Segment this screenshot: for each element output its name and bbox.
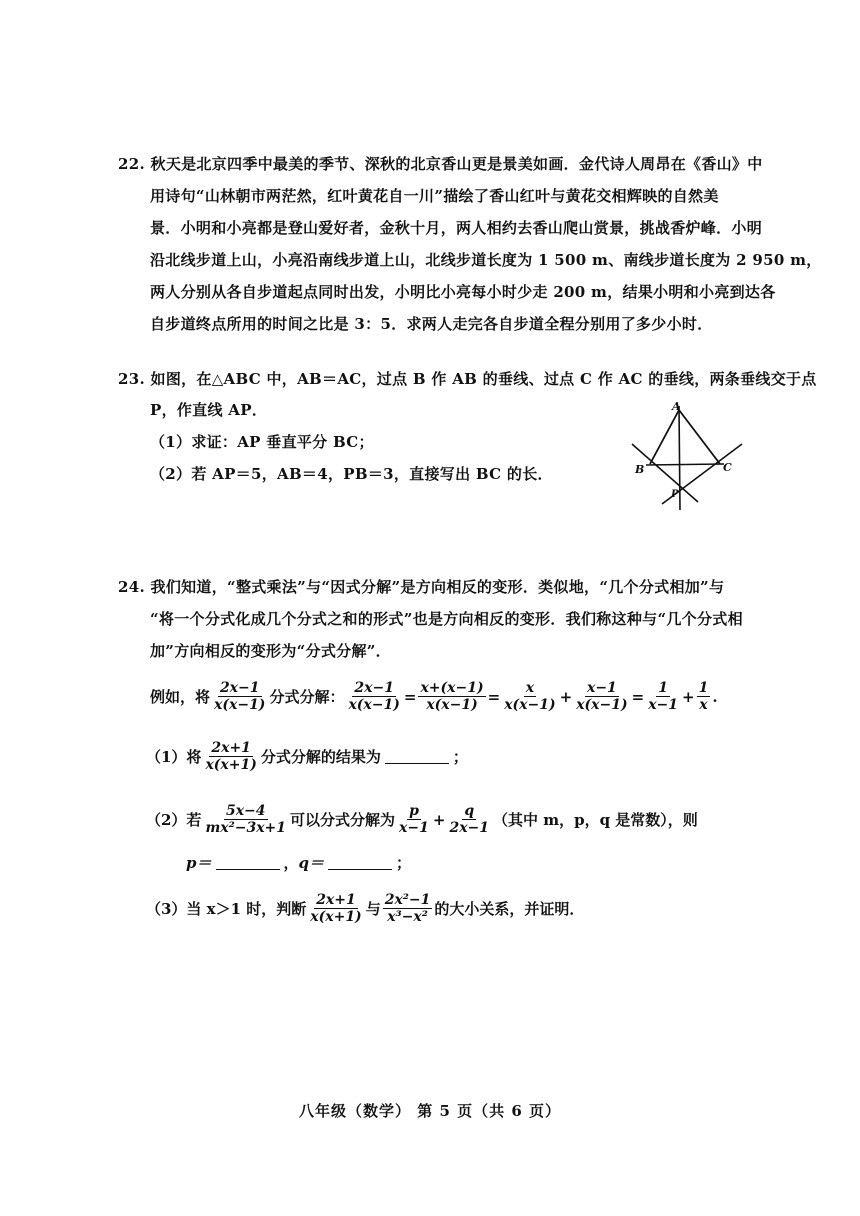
q23-line-2: P，作直线 AP． <box>150 401 268 419</box>
line-ab <box>650 410 679 464</box>
q23-line-3: （1）求证：AP 垂直平分 BC； <box>150 433 374 451</box>
q23-line-1: 23. 如图，在△ABC 中，AB＝AC，过点 B 作 AB 的垂线、过点 C 作 AC 的垂线，两条垂线交于点 <box>118 370 817 388</box>
page-footer: 八年级（数学） 第 5 页（共 6 页） <box>299 1102 561 1120</box>
plus-sign: + <box>432 810 446 829</box>
part2-suffix: （其中 m，p，q 是常数），则 <box>493 811 698 829</box>
q22-line-2: 用诗句“山林朝市两茫然，红叶黄花自一川”描绘了香山红叶与黄花交相辉映的自然美 <box>150 187 719 205</box>
part1-end: ； <box>452 748 468 766</box>
example-fraction-3: $\frac{x+(x-1)}{x(x-1)}$ <box>420 680 484 713</box>
q22-line-3: 景．小明和小亮都是登山爱好者，金秋十月，两人相约去香山爬山赏景，挑战香炉峰．小明 <box>150 219 763 237</box>
part3-mid: 与 <box>365 900 381 918</box>
example-fraction-5: $\frac{x-1}{x(x-1)}$ <box>576 680 628 713</box>
example-fraction-7: $\frac{1}{x}$ <box>698 680 709 713</box>
separator: ， <box>283 854 299 872</box>
q23-line-4: （2）若 AP＝5，AB＝4，PB＝3，直接写出 BC 的长． <box>150 465 553 483</box>
answer-blank-p[interactable] <box>216 855 280 870</box>
part1-prefix: （1）将 <box>146 748 202 766</box>
q22-line-6: 自步道终点所用的时间之比是 3：5．求两人走完各自步道全程分别用了多少小时． <box>150 315 713 333</box>
line-ap <box>679 406 680 510</box>
label-p: P <box>671 489 679 500</box>
line-ac <box>679 410 720 464</box>
part2-fraction-2: $\frac{p}{x-1}$ <box>399 803 429 836</box>
q24-part-3 <box>146 892 584 925</box>
q24-part-1 <box>146 740 468 773</box>
label-a: A <box>672 400 681 413</box>
part3-prefix: （3）当 x＞1 时，判断 <box>146 900 307 918</box>
q-label: q＝ <box>298 854 325 872</box>
part2-fraction-3: $\frac{q}{2x-1}$ <box>449 803 490 836</box>
q22-line-4: 沿北线步道上山，小亮沿南线步道上山，北线步道长度为 1 500 m、南线步道长度为 2 950 m， <box>150 251 822 269</box>
label-b: B <box>635 463 645 476</box>
q24-example <box>150 680 718 713</box>
part3-suffix: 的大小关系，并证明． <box>434 900 585 918</box>
q24-part-2 <box>146 803 698 836</box>
equals-sign: = <box>403 687 417 706</box>
part2-mid: 可以分式分解为 <box>290 811 396 829</box>
example-fraction-1: $\frac{2x-1}{x(x-1)}$ <box>214 680 266 713</box>
answer-blank-1[interactable] <box>385 749 449 764</box>
label-c: C <box>723 461 732 474</box>
q22-line-1: 22. 秋天是北京四季中最美的季节、深秋的北京香山更是景美如画．金代诗人周昂在《香山》中 <box>118 155 763 173</box>
example-end: . <box>712 687 718 706</box>
q24-line-2: “将一个分式化成几个分式之和的形式”也是方向相反的变形．我们称这种与“几个分式相 <box>150 610 743 628</box>
example-fraction-2: $\frac{2x-1}{x(x-1)}$ <box>348 680 400 713</box>
example-mid: 分式分解： <box>269 688 345 706</box>
part1-suffix: 分式分解的结果为 <box>260 748 381 766</box>
equals-sign: = <box>487 687 501 706</box>
part2-prefix: （2）若 <box>146 811 202 829</box>
q24-line-3: 加”方向相反的变形为“分式分解”． <box>150 642 391 660</box>
example-fraction-4: $\frac{x}{x(x-1)}$ <box>504 680 556 713</box>
q23-triangle-figure <box>620 398 750 518</box>
plus-sign: + <box>559 687 573 706</box>
part3-fraction-2: $\frac{\text{2x²−1}}{\text{x³−x²}}$ <box>384 892 431 925</box>
example-prefix: 例如，将 <box>150 688 211 706</box>
q24-part-2-answers <box>186 852 411 873</box>
part3-fraction-1: $\frac{2x+1}{x(x+1)}$ <box>310 892 362 925</box>
q22-line-5: 两人分别从各自步道起点同时出发，小明比小亮每小时少走 200 m，结果小明和小亮到达各 <box>150 283 776 301</box>
part2-end: ； <box>396 854 412 872</box>
part2-fraction-1: $\frac{5x-4}{\text{mx²−3x+1}}$ <box>205 803 287 836</box>
line-bc <box>646 464 724 465</box>
part1-fraction: $\frac{2x+1}{x(x+1)}$ <box>205 740 257 773</box>
p-label: p＝ <box>186 854 212 872</box>
equals-sign: = <box>631 687 645 706</box>
answer-blank-q[interactable] <box>328 855 392 870</box>
example-fraction-6: $\frac{1}{x-1}$ <box>648 680 679 713</box>
q24-line-1: 24. 我们知道，“整式乘法”与“因式分解”是方向相反的变形．类似地，“几个分式相加”与 <box>118 578 725 596</box>
plus-sign: + <box>682 687 695 706</box>
